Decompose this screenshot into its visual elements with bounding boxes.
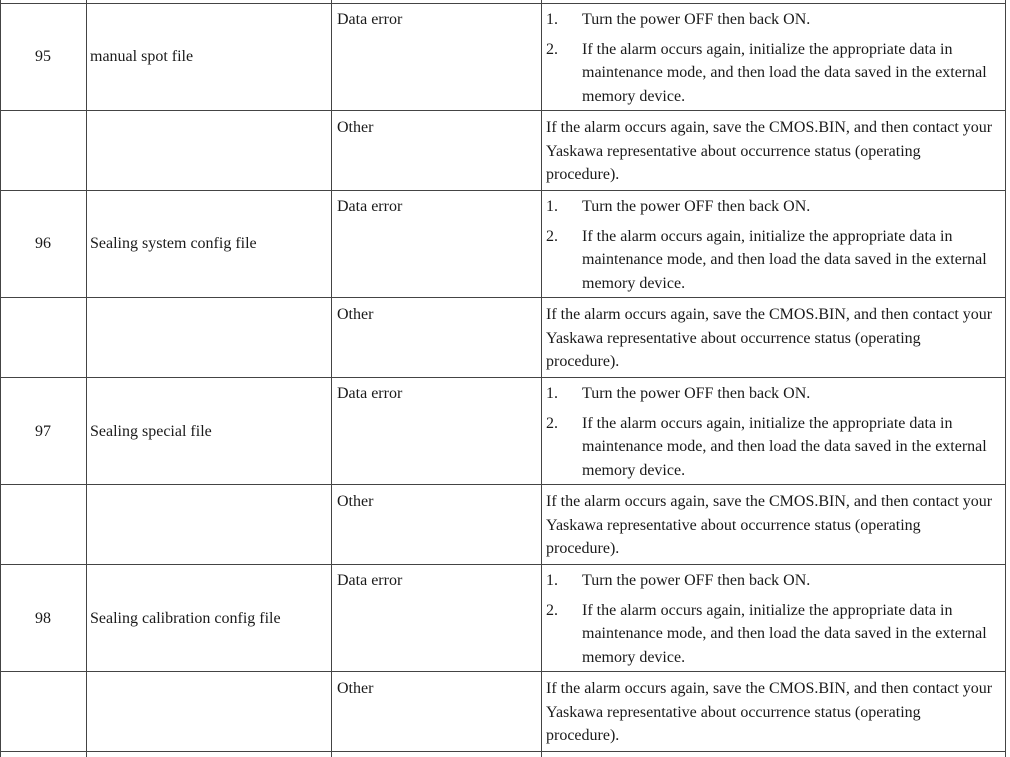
cause-data-error: Data error: [337, 11, 403, 28]
cause-data-error: Data error: [337, 385, 403, 402]
row-border: [0, 484, 1006, 485]
step-number: 1.: [546, 385, 558, 402]
column-border: [331, 0, 332, 757]
step-number: 2.: [546, 227, 558, 245]
alarm-sub-code: 95: [35, 48, 51, 65]
step-text: If the alarm occurs again, initialize the appropriate data in maintenance mode, and then load the data saved in the external memory device.: [582, 601, 987, 666]
cause-other: Other: [337, 306, 374, 323]
cause-data-error: Data error: [337, 198, 403, 215]
cause-data-error: Data error: [337, 572, 403, 589]
row-border: [0, 3, 1006, 4]
step-text: Turn the power OFF then back ON.: [582, 198, 811, 215]
alarm-sub-code: 98: [35, 610, 51, 627]
remedy-step: [546, 195, 1004, 219]
row-border: [0, 297, 1006, 298]
row-border: [0, 110, 1006, 111]
remedy-text: If the alarm occurs again, save the CMOS.BIN, and then contact your Yaskawa representative about occurrence status (operating procedure).: [546, 493, 993, 557]
remedy-step: [546, 382, 1004, 406]
remedy-steps: [546, 8, 1004, 108]
remedy-text: If the alarm occurs again, save the CMOS.BIN, and then contact your Yaskawa representative about occurrence status (operating procedure).: [546, 306, 993, 370]
step-number: 2.: [546, 601, 558, 619]
file-name: Sealing system config file: [90, 235, 257, 252]
remedy-text: If the alarm occurs again, save the CMOS.BIN, and then contact your Yaskawa representative about occurrence status (operating procedure).: [546, 680, 993, 744]
step-number: 2.: [546, 40, 558, 58]
step-number: 1.: [546, 572, 558, 589]
remedy-steps: [546, 195, 1004, 295]
column-border: [1005, 0, 1006, 757]
remedy-step: [546, 599, 1004, 670]
column-border: [86, 0, 87, 757]
step-text: If the alarm occurs again, initialize the appropriate data in maintenance mode, and then load the data saved in the external memory device.: [582, 227, 987, 292]
file-name: manual spot file: [90, 48, 194, 65]
alarm-sub-code: 96: [35, 235, 51, 252]
step-text: Turn the power OFF then back ON.: [582, 572, 811, 589]
file-name: Sealing calibration config file: [90, 610, 281, 627]
row-border: [0, 671, 1006, 672]
remedy-step: [546, 8, 1004, 32]
cause-other: Other: [337, 493, 374, 510]
row-border: [0, 190, 1006, 191]
column-border: [541, 0, 542, 757]
cause-other: Other: [337, 119, 374, 136]
step-number: 1.: [546, 11, 558, 28]
column-border: [0, 0, 1, 757]
remedy-step: [546, 412, 1004, 483]
step-text: Turn the power OFF then back ON.: [582, 385, 811, 402]
row-border: [0, 564, 1006, 565]
alarm-sub-code: 97: [35, 423, 51, 440]
row-border: [0, 751, 1006, 752]
step-number: 1.: [546, 198, 558, 215]
remedy-step: [546, 569, 1004, 593]
step-text: Turn the power OFF then back ON.: [582, 11, 811, 28]
file-name: Sealing special file: [90, 423, 212, 440]
row-border: [0, 377, 1006, 378]
step-text: If the alarm occurs again, initialize the appropriate data in maintenance mode, and then load the data saved in the external memory device.: [582, 40, 987, 105]
remedy-steps: [546, 569, 1004, 669]
remedy-step: [546, 225, 1004, 296]
remedy-text: If the alarm occurs again, save the CMOS.BIN, and then contact your Yaskawa representative about occurrence status (operating procedure).: [546, 119, 993, 183]
remedy-step: [546, 38, 1004, 109]
step-text: If the alarm occurs again, initialize the appropriate data in maintenance mode, and then load the data saved in the external memory device.: [582, 414, 987, 479]
remedy-steps: [546, 382, 1004, 482]
cause-other: Other: [337, 680, 374, 697]
step-number: 2.: [546, 414, 558, 432]
